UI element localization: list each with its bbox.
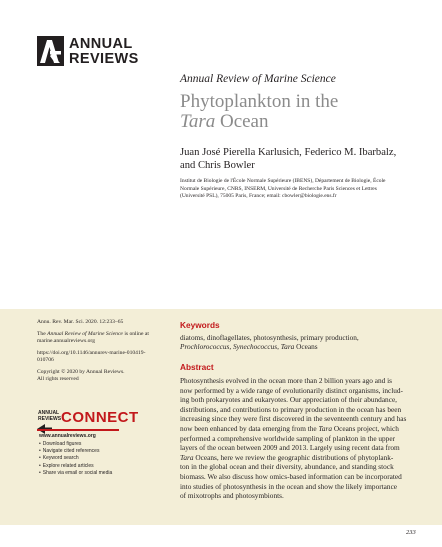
abstract-line-6-rest: Oceans project, which (332, 423, 399, 433)
copyright: Copyright © 2020 by Annual Reviews. (37, 368, 125, 375)
abstract-line: now performed by a wide range of evolutionarily distinct organisms, includ- (180, 385, 403, 395)
abstract-line: biomass. We also discuss how omics-based information can be incorporated (180, 471, 402, 481)
kw-sep: , (277, 342, 281, 352)
keywords-line-1: diatoms, dinoflagellates, photosynthesis, primary production, (180, 333, 359, 342)
abstract-line-6-pre: now been enhanced by data emerging from the (180, 423, 319, 433)
connect-rule (37, 429, 119, 431)
abstract-line: of mixotrophs and photosymbionts. (180, 491, 284, 501)
keywords-text (180, 333, 420, 352)
list-item: • Download figures (39, 441, 112, 448)
keywords-heading: Keywords (180, 320, 220, 330)
citation: Annu. Rev. Mar. Sci. 2020. 12:233–65 (37, 319, 124, 325)
abstract-line: layers of the ocean between 2009 and 2013. Largely using recent data from (180, 443, 400, 453)
abstract-line (180, 424, 420, 434)
page-number: 233 (406, 529, 416, 536)
connect-header (37, 405, 162, 431)
affiliation (180, 178, 425, 201)
annual-reviews-logo (37, 36, 157, 70)
list-item: • Navigate cited references (39, 448, 112, 455)
logo-wordmark (69, 37, 139, 67)
authors-line-1: Juan José Pierella Karlusich, Federico M. Ibarbalz, (180, 147, 397, 158)
online-notice (37, 331, 162, 346)
title-tara: Tara (180, 111, 216, 132)
affiliation-line: Institut de Biologie de l'École Normale Supérieure (IBENS), Département de Biologie, École (180, 178, 386, 184)
article-title (180, 92, 420, 132)
doi-line-2[interactable]: 010706 (37, 357, 54, 363)
logo-line-1: ANNUAL (69, 36, 133, 52)
connect-small-1: ANNUAL (38, 410, 60, 416)
abstract-tara: Tara (318, 423, 332, 433)
connect-features (39, 441, 112, 477)
title-ocean: Ocean (215, 111, 269, 132)
kw-sep: , (229, 342, 233, 352)
kw-synechococcus: Synechococcus (232, 342, 278, 352)
list-item: • Share via email or social media (39, 470, 112, 477)
abstract-text (180, 376, 420, 501)
abstract-line: ing both prokaryotes and eukaryotes. Our appreciation of their abundance, (180, 395, 398, 405)
kw-oceans: Oceans (294, 342, 318, 352)
keywords-line-2 (180, 342, 420, 351)
list-item: • Explore related articles (39, 463, 112, 470)
kw-tara: Tara (280, 342, 295, 352)
connect-url[interactable]: www.annualreviews.org (39, 433, 96, 439)
citation-sidebar (37, 319, 162, 384)
title-line-1: Phytoplankton in the (180, 91, 339, 112)
abstract-line: into studies of photosynthesis in the ocean and show the likely importance (180, 481, 398, 491)
affiliation-line: Normale Supérieure, CNRS, INSERM, Université de Recherche Paris Sciences et Lettres (180, 185, 377, 192)
abstract-line: performed a comprehensive worldwide sampling of plankton in the upper (180, 433, 395, 443)
abstract-line-9-rest: Oceans, here we review the geographic distributions of phytoplank- (193, 452, 394, 462)
title-line-2 (180, 112, 420, 132)
online-pre: The (37, 330, 48, 337)
journal-name: Annual Review of Marine Science (180, 73, 336, 85)
connect-wordmark: CONNECT (61, 409, 139, 426)
abstract-line: ton in the global ocean and their diversity, abundance, and standing stock (180, 462, 394, 472)
doi-line-1[interactable]: https://doi.org/10.1146/annurev-marine-010419- (37, 349, 146, 356)
abstract-line: Photosynthesis evolved in the ocean more than 2 billion years ago and is (180, 376, 392, 385)
authors-line-2: and Chris Bowler (180, 160, 255, 171)
doi-link[interactable] (37, 350, 162, 365)
abstract-line (180, 453, 420, 463)
online-journal: Annual Review of Marine Science (47, 330, 123, 337)
logo-line-2: REVIEWS (69, 51, 139, 67)
author-list (180, 146, 420, 172)
abstract-line: increasing since they were first discovered in the seventeenth century and has (180, 414, 407, 424)
ar-logo-mark-icon (37, 36, 64, 66)
kw-prochlorococcus: Prochlorococcus (180, 342, 230, 352)
list-item: • Keyword search (39, 455, 112, 462)
annual-reviews-connect[interactable] (37, 405, 162, 490)
affiliation-line: (Université PSL), 75005 Paris, France; email: cbowler@biologie.ens.fr (180, 193, 337, 200)
rights: All rights reserved (37, 376, 79, 382)
abstract-heading: Abstract (180, 362, 214, 372)
connect-small-2: REVIEWS (38, 416, 62, 422)
abstract-tara: Tara (180, 452, 194, 462)
online-url[interactable]: marine.annualreviews.org (37, 338, 95, 344)
online-post: is online at (122, 330, 149, 337)
abstract-line: distributions, and contributions to primary production in the ocean has been (180, 404, 402, 414)
